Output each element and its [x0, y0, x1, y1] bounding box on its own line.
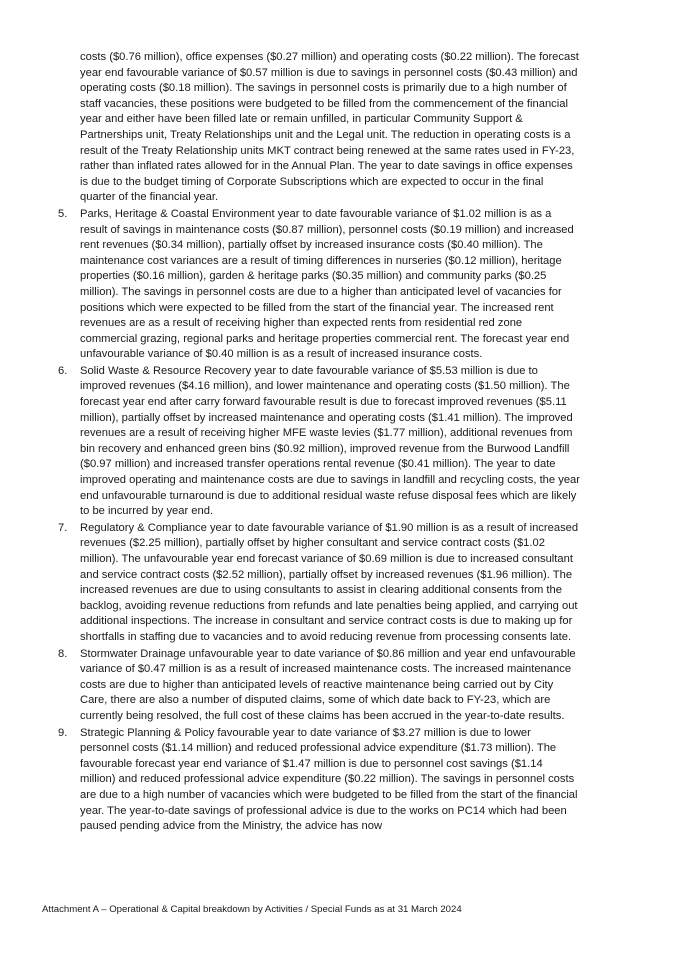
item-number: 7. — [58, 521, 68, 534]
list-item — [52, 647, 580, 725]
item-text: Stormwater Drainage unfavourable year to date variance of $0.86 million and year end unfavourable variance of $0.47 million is as a result of increased maintenance costs. The increased maintenance costs are due to higher than anticipated levels of reactive maintenance being carried out by City Care, there are also a number of disputed claims, some of which date back to FY-23, which are currently being resolved, the full cost of these claims has been accrued in the year-to-date results. — [80, 647, 576, 722]
list-item — [52, 521, 580, 646]
item-number: 6. — [58, 364, 68, 377]
item-text: Parks, Heritage & Coastal Environment year to date favourable variance of $1.02 million is as a result of savings in maintenance costs ($0.87 million), personnel costs ($0.19 million) and increased rent revenues ($0.34 million), partially offset by increased insurance costs ($0.40 million). The maintenance cost variances are a result of timing differences in nurseries ($0.12 million), heritage properties ($0.16 million), garden & heritage parks ($0.35 million) and community parks ($0.25 million). The savings in personnel costs are due to a higher than anticipated level of vacancies for positions which were expected to be filled from the start of the financial year. The increased rent revenues are as a result of receiving higher than expected rents from residential red zone commercial grazing, regional parks and heritage properties commercial rent. The forecast year end unfavourable variance of $0.40 million is as a result of increased insurance costs. — [80, 207, 574, 361]
continued-paragraph: costs ($0.76 million), office expenses ($0.27 million) and operating costs ($0.22 million). The forecast year end favourable variance of $0.57 million is due to savings in personnel costs ($0.43 million) and operating costs ($0.18 million). The savings in personnel costs is primarily due to a high number of staff vacancies, these positions were budgeted to be filled from the commencement of the financial year and either have been filled late or remain unfilled, in particular Community Support & Partnerships unit, Treaty Relationships unit and the Legal unit. The reduction in operating costs is a result of the Treaty Relationship units MKT contract being renewed at the same rates used in FY-23, rather than inflated rates allowed for in the Annual Plan. The year to date savings in office expenses is due to the budget timing of Corporate Subscriptions which are expected to occur in the final quarter of the financial year. — [80, 51, 579, 204]
item-number: 9. — [58, 726, 68, 739]
item-text: Regulatory & Compliance year to date favourable variance of $1.90 million is as a result of increased revenues ($2.25 million), partially offset by higher consultant and service contract costs ($1.02 million). The unfavourable year end forecast variance of $0.69 million is due to increased consultant and service contract costs ($2.52 million), partially offset by increased revenues ($1.96 million). The increased revenues are due to using consultants to assist in clearing additional consents from the backlog, avoiding revenue reductions from refunds and late penalties being applied, and carrying out additional inspections. The increase in consultant and service contract costs is due to making up for shortfalls in staffing due to vacancies and to avoid reducing revenue from processing consents late. — [80, 521, 579, 643]
numbered-list — [52, 207, 580, 835]
item-text: Strategic Planning & Policy favourable year to date variance of $3.27 million is due to lower personnel costs ($1.14 million) and reduced professional advice expenditure ($1.73 million). The favourable forecast year end variance of $1.47 million is due to personnel cost savings ($1.14 million) and reduced professional advice expenditure ($0.22 million). The savings in personnel costs are due to a high number of vacancies which were budgeted to be filled from the start of the financial year. The year-to-date savings of professional advice is due to the works on PC14 which had been paused pending advice from the Ministry, the advice has now — [80, 726, 578, 833]
list-item — [52, 364, 580, 520]
item-text: Solid Waste & Resource Recovery year to date favourable variance of $5.53 million is due to improved revenues ($4.16 million), and lower maintenance and operating costs ($1.50 million). The forecast year end after carry forward favourable result is due to forecast improved revenues ($5.11 million), partially offset by increased maintenance and operating costs ($1.41 million). The improved revenues are a result of receiving higher MFE waste levies ($1.77 million), additional revenues from bin recovery and enhanced green bins ($0.92 million), improved revenue from the Burwood Landfill ($0.97 million) and increased transfer operations rental revenue ($0.41 million). The year to date improved operating and maintenance costs are due to savings in landfill and recycling costs, the year end unfavourable turnaround is due to additional residual waste refuse disposal fees which are likely to be incurred by year end. — [80, 364, 580, 518]
item-number: 5. — [58, 207, 68, 220]
item-number: 8. — [58, 647, 68, 660]
list-item — [52, 726, 580, 835]
page-footer: Attachment A – Operational & Capital breakdown by Activities / Special Funds as at 31 March 2024 — [42, 904, 462, 915]
body-text — [52, 50, 580, 836]
list-item — [52, 207, 580, 363]
